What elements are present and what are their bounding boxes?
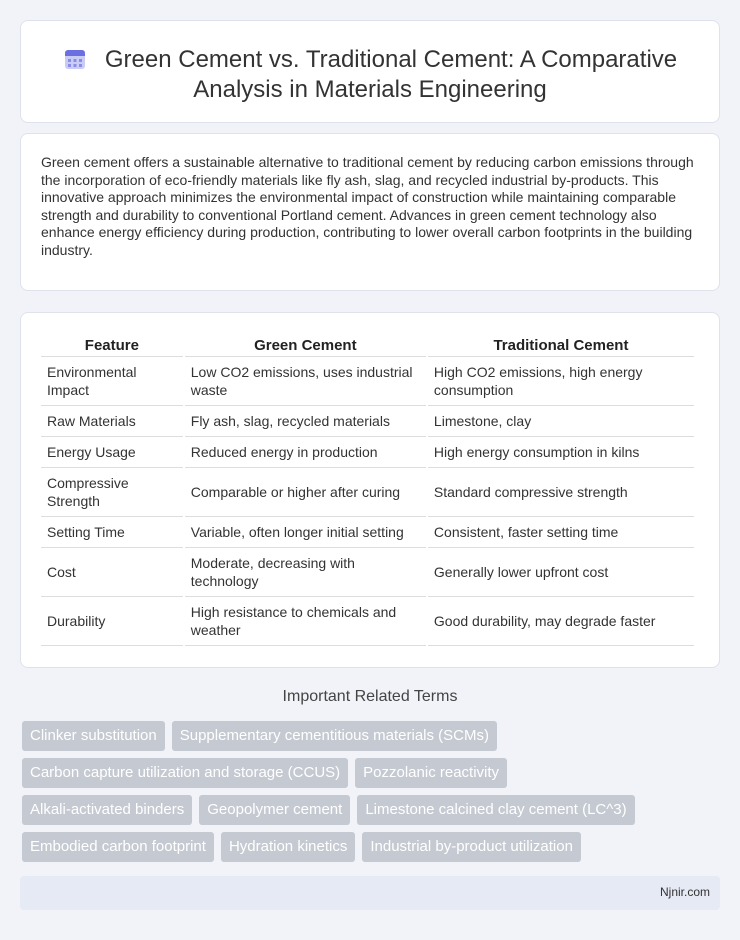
- term-tag[interactable]: Supplementary cementitious materials (SCMs): [172, 721, 497, 751]
- intro-card: [20, 133, 720, 291]
- term-tag[interactable]: Embodied carbon footprint: [22, 832, 214, 862]
- term-tag[interactable]: Clinker substitution: [22, 721, 165, 751]
- term-tag[interactable]: Industrial by-product utilization: [362, 832, 581, 862]
- tag-row: [22, 721, 722, 751]
- table-cell: Limestone, clay: [428, 406, 694, 437]
- table-cell: Durability: [41, 597, 183, 646]
- title-line-1: Green Cement vs. Traditional Cement: A Comparative: [104, 46, 678, 73]
- table-cell: Standard compressive strength: [428, 468, 694, 517]
- table-row: [41, 468, 694, 517]
- column-header: Traditional Cement: [428, 331, 694, 357]
- table-header-row: [41, 331, 694, 357]
- table-cell: Cost: [41, 548, 183, 597]
- table-cell: High CO2 emissions, high energy consumption: [428, 357, 694, 406]
- table-cell: Consistent, faster setting time: [428, 517, 694, 548]
- title-line-2: Analysis in Materials Engineering: [193, 76, 547, 103]
- footer: [20, 876, 720, 910]
- term-tag[interactable]: Alkali-activated binders: [22, 795, 192, 825]
- column-header: Feature: [41, 331, 183, 357]
- tag-row: [22, 758, 722, 788]
- table-row: [41, 437, 694, 468]
- table-cell: Environmental Impact: [41, 357, 183, 406]
- table-cell: Raw Materials: [41, 406, 183, 437]
- term-tag[interactable]: Hydration kinetics: [221, 832, 355, 862]
- table-cell: Moderate, decreasing with technology: [185, 548, 426, 597]
- term-tag[interactable]: Geopolymer cement: [199, 795, 350, 825]
- column-header: Green Cement: [185, 331, 426, 357]
- table-cell: Comparable or higher after curing: [185, 468, 426, 517]
- table-row: [41, 357, 694, 406]
- page-title: [21, 45, 719, 105]
- term-tag[interactable]: Carbon capture utilization and storage (CCUS): [22, 758, 348, 788]
- table-row: [41, 597, 694, 646]
- intro-text: Green cement offers a sustainable alternative to traditional cement by reducing carbon emissions through the incorporation of eco-friendly materials like fly ash, slag, and recycled industrial by-products. This innovative approach minimizes the environmental impact of construction while maintaining comparable strength and durability to conventional Portland cement. Advances in green cement technology also enhance energy efficiency during production, contributing to lower overall carbon footprints in the building industry.: [41, 154, 694, 258]
- table-row: [41, 548, 694, 597]
- table-cell: Reduced energy in production: [185, 437, 426, 468]
- table-cell: High energy consumption in kilns: [428, 437, 694, 468]
- footer-site-link[interactable]: Njnir.com: [659, 885, 710, 899]
- table-cell: Low CO2 emissions, uses industrial waste: [185, 357, 426, 406]
- term-tag[interactable]: Pozzolanic reactivity: [355, 758, 507, 788]
- header-card: [20, 20, 720, 123]
- table-row: [41, 406, 694, 437]
- table-cell: Energy Usage: [41, 437, 183, 468]
- table-row: [41, 517, 694, 548]
- table-cell: Setting Time: [41, 517, 183, 548]
- comparison-table: [39, 331, 696, 646]
- term-tag[interactable]: Limestone calcined clay cement (LC^3): [357, 795, 634, 825]
- table-cell: High resistance to chemicals and weather: [185, 597, 426, 646]
- calendar-icon: [63, 47, 87, 71]
- table-cell: Compressive Strength: [41, 468, 183, 517]
- table-cell: Variable, often longer initial setting: [185, 517, 426, 548]
- table-cell: Generally lower upfront cost: [428, 548, 694, 597]
- related-terms-list: [22, 721, 722, 869]
- table-cell: Good durability, may degrade faster: [428, 597, 694, 646]
- comparison-table-card: [20, 312, 720, 668]
- related-terms-title: Important Related Terms: [282, 688, 458, 705]
- tag-row: [22, 795, 722, 825]
- table-cell: Fly ash, slag, recycled materials: [185, 406, 426, 437]
- tag-row: [22, 832, 722, 862]
